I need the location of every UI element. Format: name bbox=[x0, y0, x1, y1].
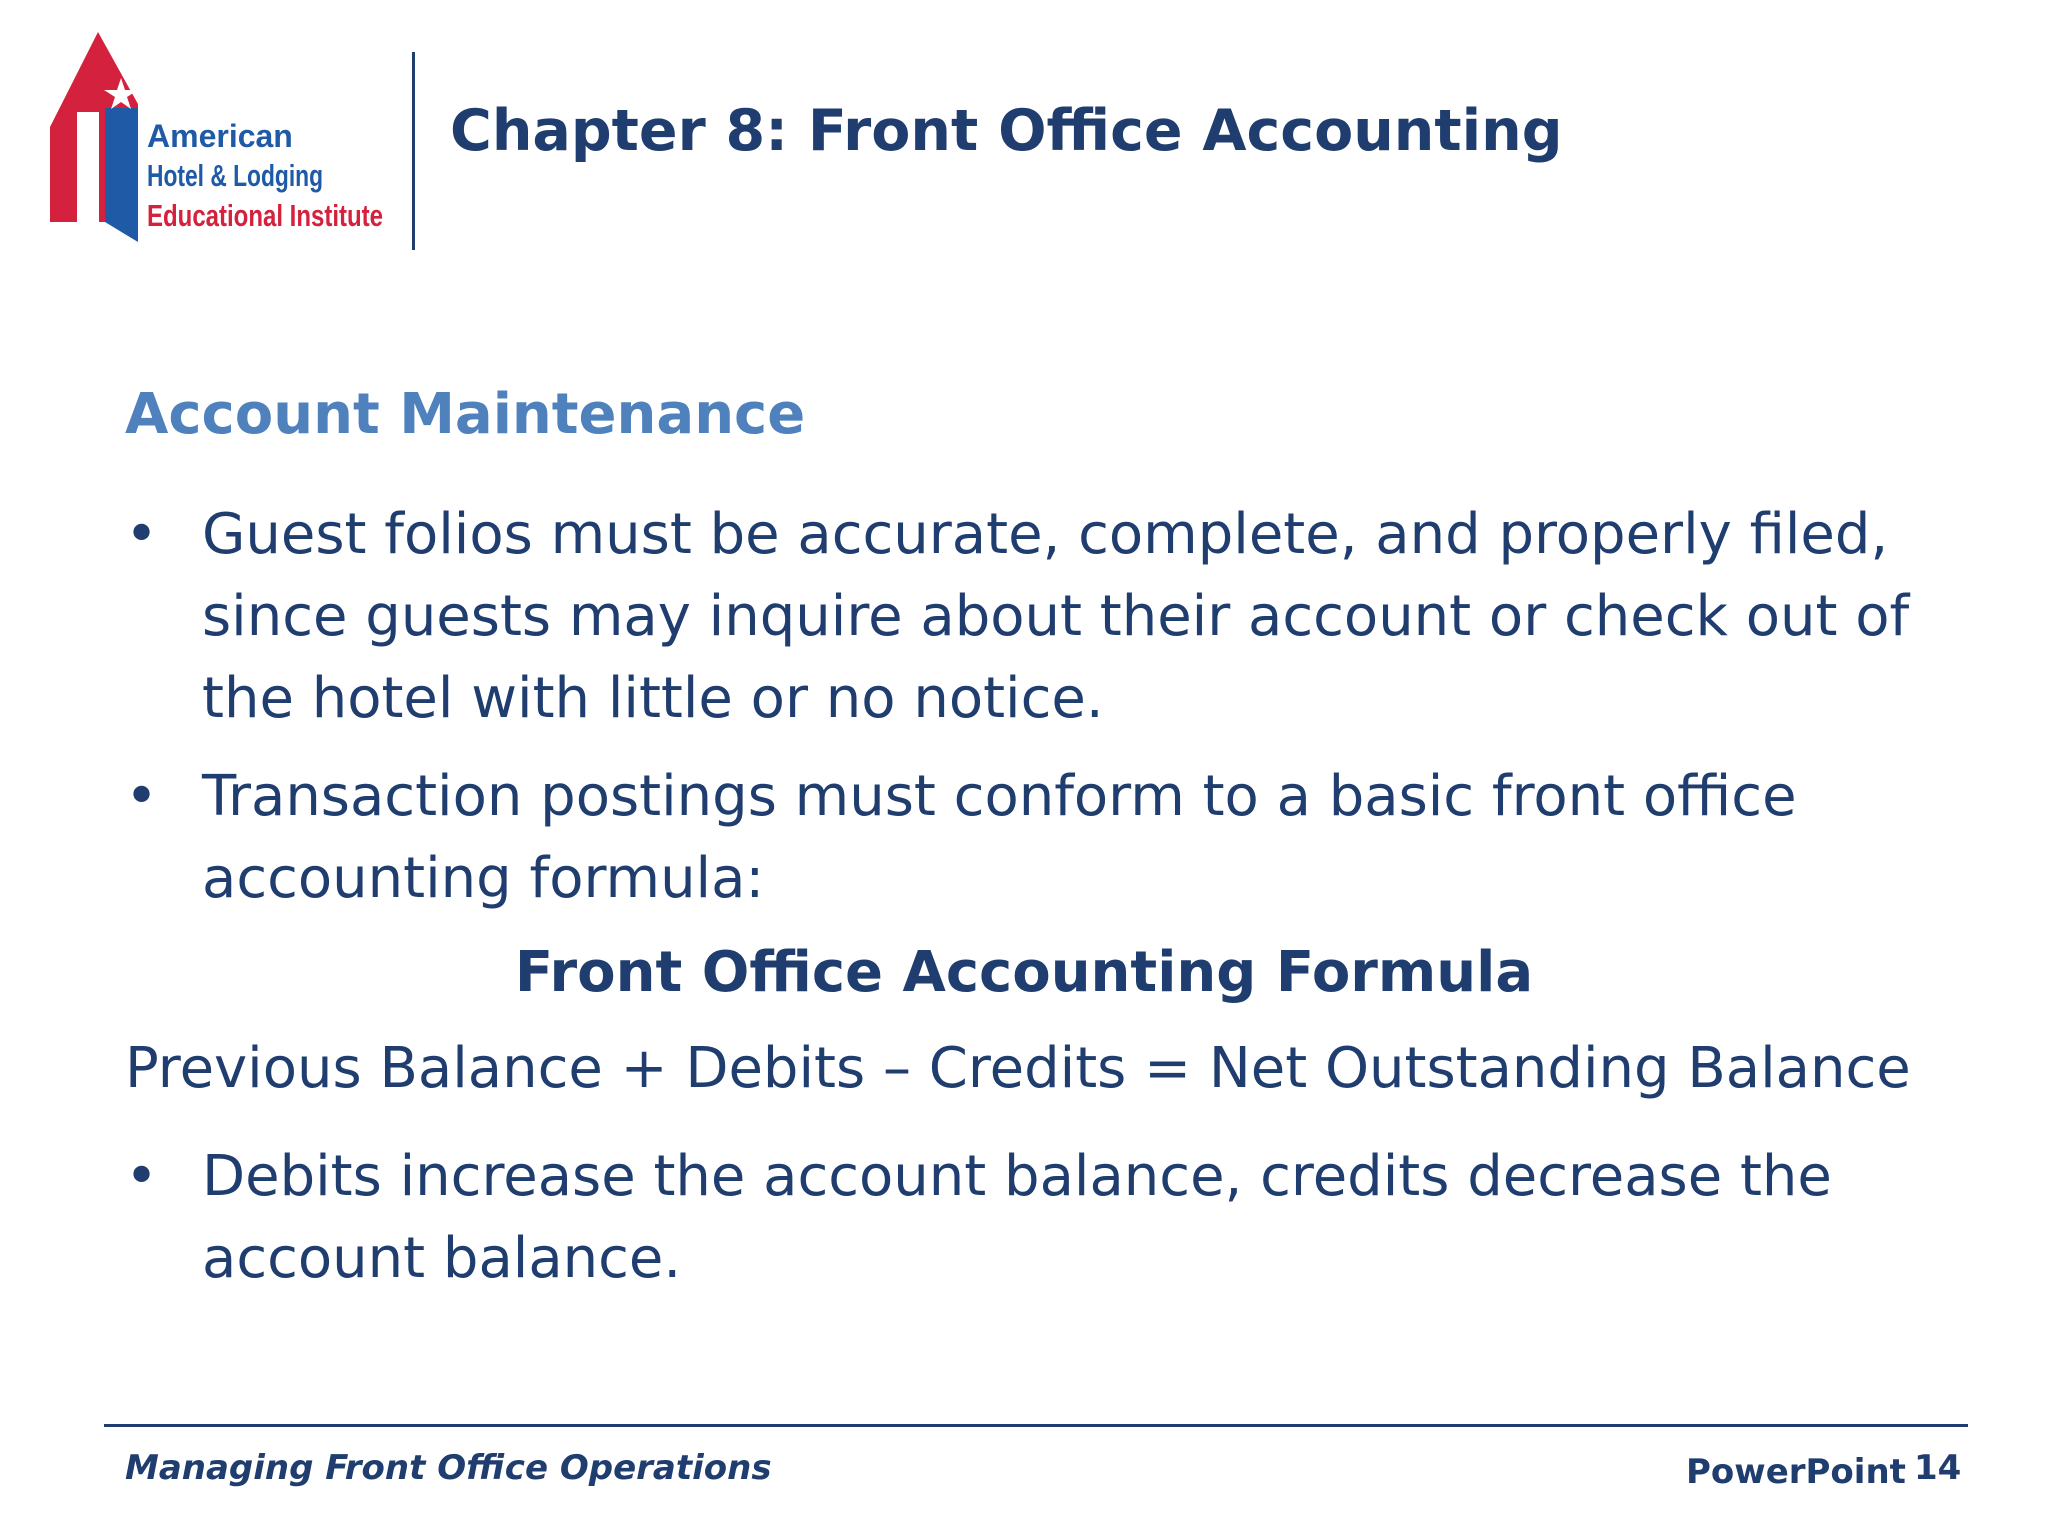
bullet-item bbox=[125, 756, 1925, 920]
bullet-text: Guest folios must be accurate, complete, and properly filed, since guests may inquire about their account or check out of the hotel with little or no notice. bbox=[202, 502, 1910, 731]
header-divider bbox=[412, 52, 415, 250]
logo-line-1: American bbox=[147, 118, 293, 154]
bullet-text: Transaction postings must conform to a basic front office accounting formula: bbox=[202, 764, 1797, 911]
footer-divider bbox=[104, 1424, 1968, 1427]
bullet-item bbox=[125, 1136, 1925, 1300]
formula-heading: Front Office Accounting Formula bbox=[514, 940, 1534, 1005]
bullet-dot-icon: • bbox=[125, 764, 159, 829]
logo-door bbox=[77, 112, 99, 222]
page-number: 14 bbox=[1914, 1448, 1962, 1488]
logo-line-3: Educational Institute bbox=[147, 198, 383, 233]
section-heading: Account Maintenance bbox=[125, 382, 806, 447]
bullet-dot-icon: • bbox=[125, 502, 159, 567]
bullet-dot-icon: • bbox=[125, 1144, 159, 1209]
accounting-formula: Previous Balance + Debits – Credits = Net Outstanding Balance bbox=[125, 1036, 1911, 1101]
bullet-item bbox=[125, 494, 1925, 740]
app-label: PowerPoint bbox=[1686, 1452, 1906, 1492]
logo-blue-panel bbox=[105, 108, 138, 242]
logo-line-2: Hotel & Lodging bbox=[147, 158, 323, 193]
ahlei-logo bbox=[50, 32, 390, 252]
chapter-title: Chapter 8: Front Office Accounting bbox=[450, 98, 1563, 164]
bullet-text: Debits increase the account balance, credits decrease the account balance. bbox=[202, 1144, 1832, 1291]
course-title: Managing Front Office Operations bbox=[125, 1448, 772, 1488]
